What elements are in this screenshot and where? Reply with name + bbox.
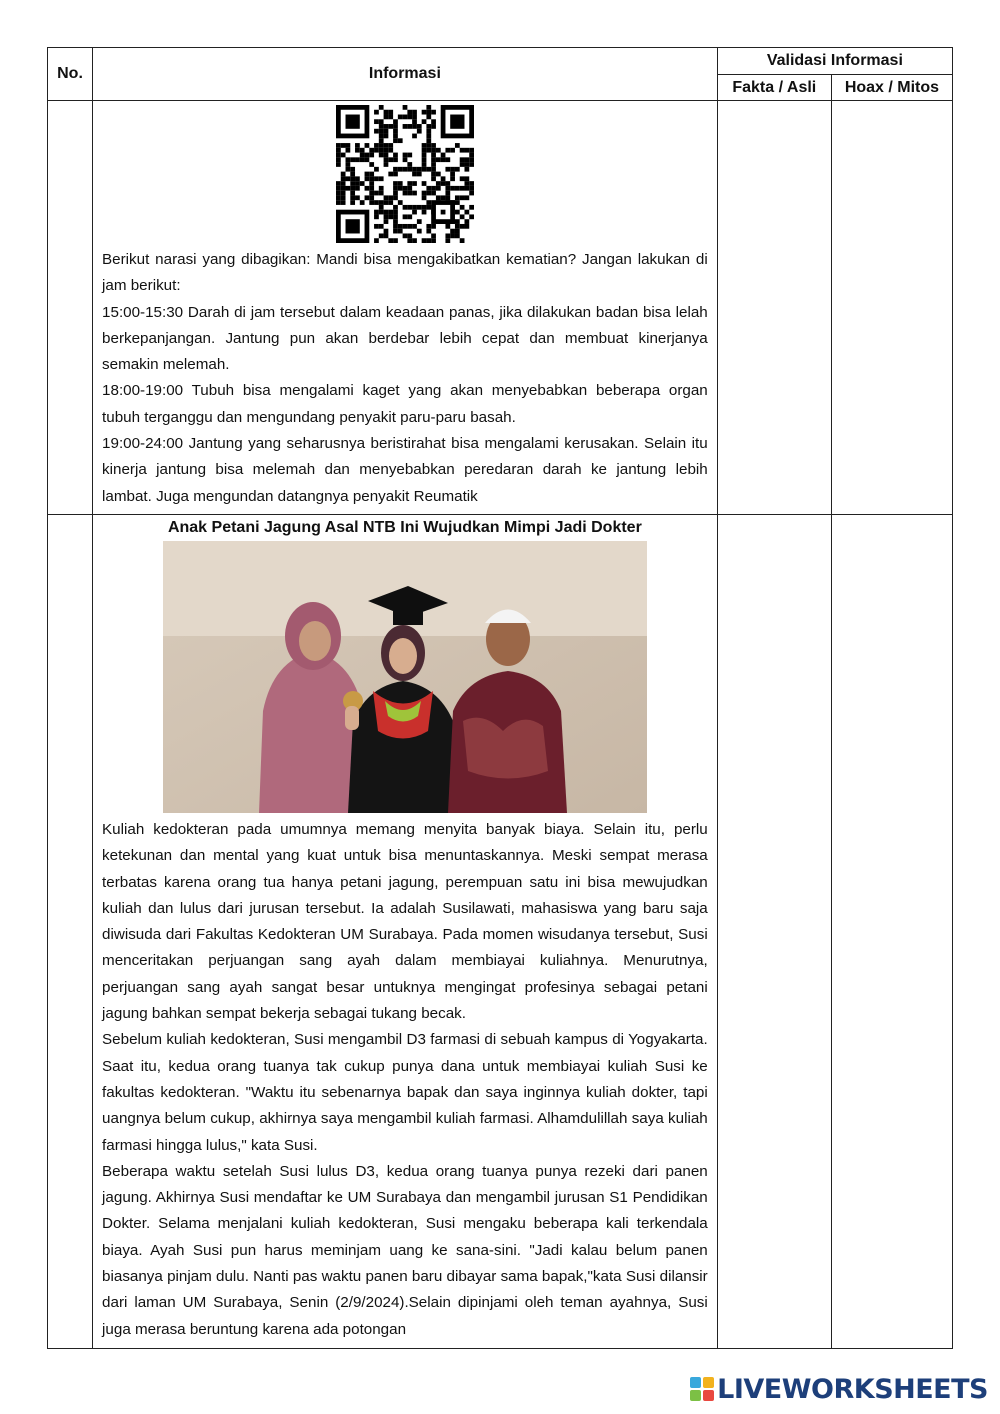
row1-paragraph: Berikut narasi yang dibagikan: Mandi bisa mengakibatkan kematian? Jangan lakukan di jam berikut: <box>102 251 708 295</box>
row2-hoax-answer-cell[interactable] <box>831 515 952 1349</box>
validation-table <box>47 47 953 1349</box>
liveworksheets-logo-icon <box>689 1376 715 1402</box>
row2-paragraph: Beberapa waktu setelah Susi lulus D3, kedua orang tuanya punya rezeki dari panen jagung. Akhirnya Susi mendaftar ke UM Surabaya dan mengambil jurusan S1 Pendidikan Dokter. Selama menjalani kuliah kedokteran, Susi mengaku beberapa kali terkendala biaya. Ayah Susi pun harus meminjam uang ke sana-sini. "Jadi kalau belum panen biasanya pinjam dulu. Nanti pas waktu panen baru dibayar sama bapak,"kata Susi dilansir dari laman UM Surabaya, Senin (2/9/2024).Selain dipinjami oleh teman ayahnya, Susi juga merasa beruntung karena ada potongan <box>102 1162 708 1338</box>
row1-info-cell <box>93 101 718 515</box>
row2-paragraph: Sebelum kuliah kedokteran, Susi mengambil D3 farmasi di sebuah kampus di Yogyakarta. Saat itu, kedua orang tuanya tak cukup punya dana untuk membiayai kuliah Susi ke fakultas kedokteran. "Waktu itu sebenarnya bapak dan saya inginnya kuliah dokter, tapi uangnya belum cukup, akhirnya saya mengambil kuliah farmasi. Alhamdulillah saya kuliah farmasi hingga lulus," kata Susi. <box>102 1031 708 1154</box>
header-validasi: Validasi Informasi <box>717 48 952 75</box>
header-fakta: Fakta / Asli <box>717 75 831 101</box>
news-title: Anak Petani Jagung Asal NTB Ini Wujudkan Mimpi Jadi Dokter <box>167 519 642 536</box>
row2-no-cell <box>48 515 93 1349</box>
row1-no-cell <box>48 101 93 515</box>
row2-fakta-answer-cell[interactable] <box>717 515 831 1349</box>
table-row <box>48 515 953 1349</box>
row1-paragraph: 18:00-19:00 Tubuh bisa mengalami kaget yang akan menyebabkan beberapa organ tubuh terganggu dan mengundang penyakit paru-paru basah. <box>102 382 708 426</box>
header-informasi: Informasi <box>93 48 718 101</box>
row1-paragraph: 19:00-24:00 Jantung yang seharusnya beristirahat bisa mengalami kerusakan. Selain itu kinerja jantung bisa melemah dan menyebabkan peredaran darah ke jantung lebih lambat. Juga mengundan datangnya penyakit Reumatik <box>102 435 708 505</box>
brand-text: LIVEWORKSHEETS <box>717 1373 988 1405</box>
header-hoax: Hoax / Mitos <box>831 75 952 101</box>
table-row <box>48 101 953 515</box>
row1-paragraph: 15:00-15:30 Darah di jam tersebut dalam keadaan panas, jika dilakukan badan bisa lelah berkepanjangan. Jantung pun akan berdebar lebih cepat dan membuat kinerjanya semakin melemah. <box>102 303 708 374</box>
header-no: No. <box>48 48 93 101</box>
liveworksheets-brand <box>689 1373 988 1405</box>
row1-hoax-answer-cell[interactable] <box>831 101 952 515</box>
qr-code-container <box>102 101 708 247</box>
row2-paragraph: Kuliah kedokteran pada umumnya memang menyita banyak biaya. Selain itu, perlu ketekunan dan mental yang kuat untuk bisa menuntaskannya. Meski sempat merasa terbatas karena orang tua hanya petani jagung, perempuan satu ini bisa mewujudkan kuliah dan lulus dari jurusan tersebut. Ia adalah Susilawati, mahasiswa yang baru saja diwisuda dari Fakultas Kedokteran UM Surabaya. Pada momen wisudanya tersebut, Susi menceritakan perjuangan sang ayah dalam membiayai kuliahnya. Menurutnya, perjuangan sang ayah sangat besar untuknya mengingat profesinya sebagai petani jagung bahkan sempat bekerja sebagai tukang becak. <box>102 821 708 1023</box>
qr-code-icon <box>336 105 474 243</box>
graduation-photo <box>163 541 647 813</box>
row2-info-cell <box>93 515 718 1349</box>
row1-fakta-answer-cell[interactable] <box>717 101 831 515</box>
